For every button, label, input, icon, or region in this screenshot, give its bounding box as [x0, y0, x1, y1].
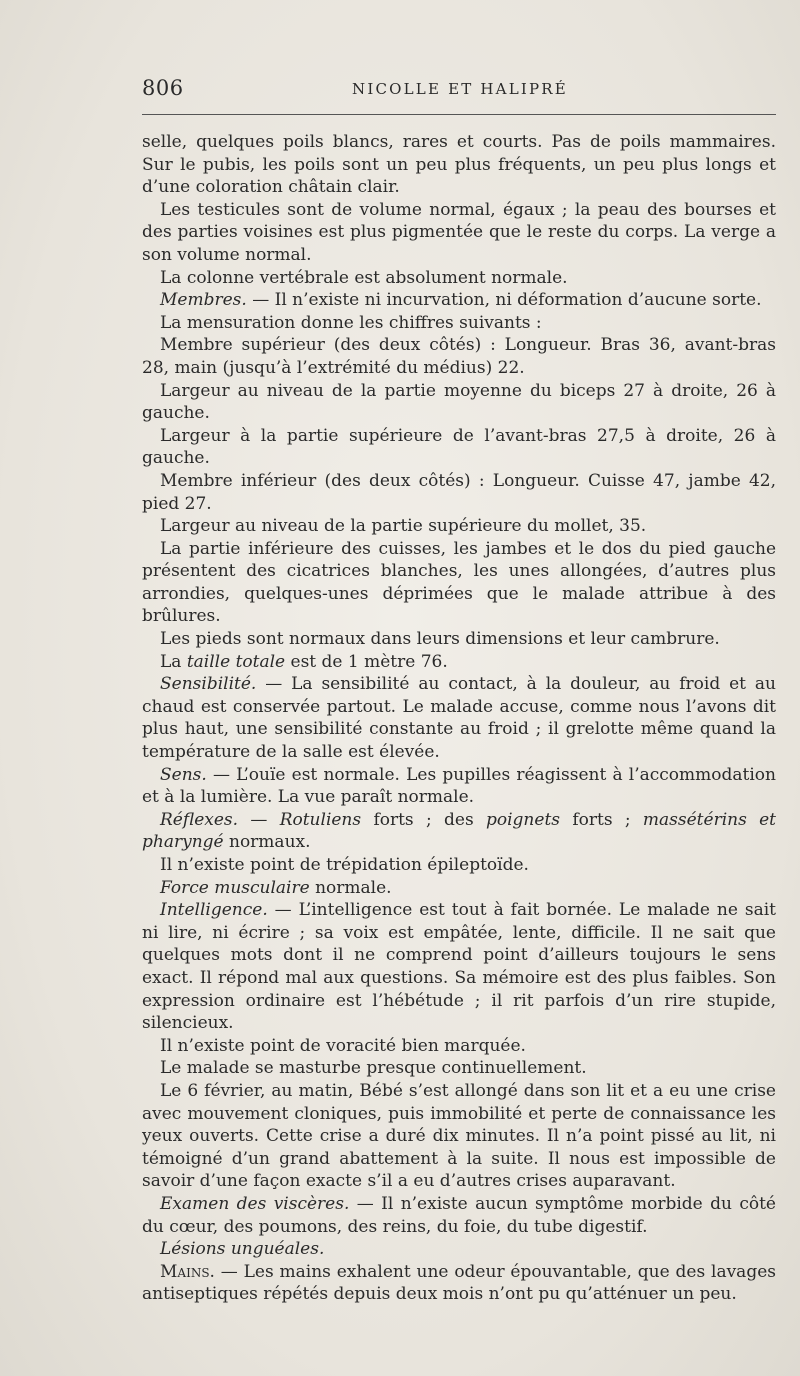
section-label: Force musculaire — [160, 877, 310, 898]
paragraph: Largeur au niveau de la partie supérieure du mollet, 35. — [160, 516, 647, 537]
paragraph: Membre supérieur (des deux côtés) : Longueur. Bras 36, avant-bras 28, main (jusqu’à l’extrémité du médius) 22. — [142, 335, 776, 378]
paragraph: La partie inférieure des cuisses, les jambes et le dos du pied gauche présentent des cicatrices blanches, les unes allongées, d’autres plus arrondies, quelques-unes déprimées que le malade attribue à des brûlures. — [142, 538, 776, 627]
section-label: Membres. — [160, 290, 247, 311]
body-text — [142, 131, 776, 1306]
paragraph: Les pieds sont normaux dans leurs dimensions et leur cambrure. — [160, 629, 720, 650]
paragraph: Mains. — Les mains exhalent une odeur épouvantable, que des lavages antiseptiques répétés depuis deux mois n’ont pu qu’atténuer un peu. — [142, 1261, 776, 1305]
paragraph: Il n’existe point de voracité bien marquée. — [160, 1035, 526, 1056]
section-label: Sensibilité. — [160, 674, 257, 695]
paragraph: Réflexes. — Rotuliens forts ; des poignets forts ; massétérins et pharyngé normaux. — [142, 809, 777, 853]
paragraph: Largeur à la partie supérieure de l’avant-bras 27,5 à droite, 26 à gauche. — [142, 425, 776, 469]
section-label: Lésions unguéales. — [160, 1239, 325, 1260]
paragraph: Membres. — Il n’existe ni incurvation, ni déformation d’aucune sorte. — [160, 290, 762, 311]
paragraph: Il n’existe point de trépidation épileptoïde. — [160, 855, 529, 875]
section-label: Sens. — [160, 764, 207, 785]
paragraph: Le malade se masturbe presque continuellement. — [160, 1058, 587, 1079]
section-label: Réflexes. — [160, 809, 239, 830]
paragraph — [142, 1238, 776, 1261]
page-number: 806 — [142, 76, 184, 100]
paragraph: La taille totale est de 1 mètre 76. — [160, 651, 448, 672]
paragraph: Force musculaire normale. — [160, 877, 392, 898]
running-head: NICOLLE ET HALIPRÉ — [352, 80, 568, 98]
header-rule — [142, 114, 776, 115]
paragraph: selle, quelques poils blancs, rares et courts. Pas de poils mammaires. Sur le pubis, les poils sont un peu plus fréquents, un peu plus longs et d’une coloration châtain clair. — [142, 132, 776, 198]
paragraph: La mensuration donne les chiffres suivants : — [160, 312, 542, 333]
section-label: Intelligence. — [160, 900, 268, 921]
paragraph: Sens. — L’ouïe est normale. Les pupilles réagissent à l’accommodation et à la lumière. La vue paraît normale. — [142, 764, 776, 808]
section-label: taille totale — [186, 651, 286, 672]
page-header — [142, 76, 776, 106]
paragraph: La colonne vertébrale est absolument normale. — [160, 267, 568, 288]
paragraph: Intelligence. — L’intelligence est tout à fait bornée. Le malade ne sait ni lire, ni écrire ; sa voix est empâtée, lente, difficile. Il ne sait que quelques mots dont il ne comprend point d’ailleurs toujours le sens exact. Il répond mal aux questions. Sa mémoire est des plus faibles. Son expression ordinaire est l’hébétude ; il rit parfois d’un rire stupide, silencieux. — [142, 900, 776, 1034]
paragraph: Membre inférieur (des deux côtés) : Longueur. Cuisse 47, jambe 42, pied 27. — [142, 470, 776, 514]
paragraph: Les testicules sont de volume normal, égaux ; la peau des bourses et des parties voisines est plus pigmentée que le reste du corps. La verge a son volume normal. — [142, 199, 776, 265]
paragraph: Sensibilité. — La sensibilité au contact, à la douleur, au froid et au chaud est conservée partout. Le malade accuse, comme nous l’avons dit plus haut, une sensibilité constante au froid ; il grelotte même quand la température de la salle est élevée. — [142, 674, 776, 763]
section-label: Examen des viscères. — [160, 1193, 350, 1214]
section-label: Mains. — [160, 1261, 215, 1282]
paragraph: Le 6 février, au matin, Bébé s’est allongé dans son lit et a eu une crise avec mouvement cloniques, puis immobilité et perte de connaissance les yeux ouverts. Cette crise a duré dix minutes. Il n’a point pissé au lit, ni témoigné d’un grand abattement à la suite. Il nous est impossible de savoir d’une façon exacte s’il a eu d’autres crises auparavant. — [142, 1080, 776, 1192]
paragraph: Examen des viscères. — Il n’existe aucun symptôme morbide du côté du cœur, des poumons, des reins, du foie, du tube digestif. — [142, 1193, 776, 1237]
paragraph: Largeur au niveau de la partie moyenne du biceps 27 à droite, 26 à gauche. — [142, 380, 776, 424]
